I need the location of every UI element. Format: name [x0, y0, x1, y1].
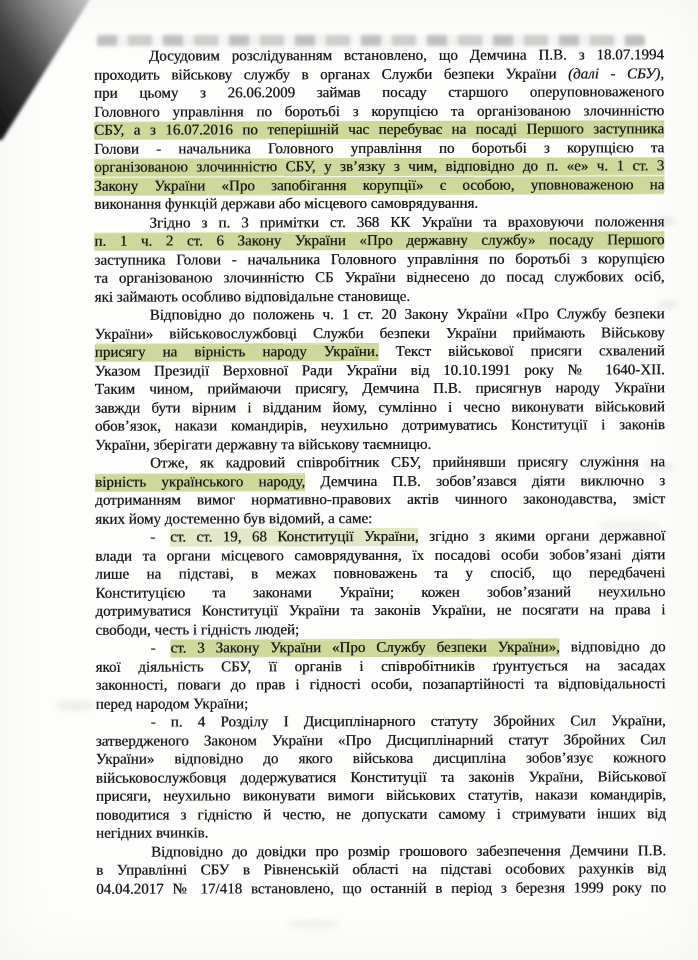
text-line [95, 564, 665, 584]
text-segment: Таким чином, приймаючи присягу, Демчина П.В. присягнув народу України [94, 380, 665, 398]
text-line [95, 546, 665, 566]
text-line [96, 879, 666, 899]
bleedthrough-smudge [97, 35, 645, 46]
text-line [96, 675, 666, 695]
text-segment: заступника Голови - начальника Головного управління по боротьбі з корупцією [94, 250, 665, 269]
text-line [96, 823, 666, 843]
text-line [94, 120, 664, 140]
text-line [95, 398, 665, 418]
text-segment: законності, поваги до прав і гідності особи, позапартійності та відповідальності [95, 676, 666, 694]
text-line [96, 842, 666, 862]
highlighted-text: ст. ст. 19, 68 Конституції України, [170, 528, 419, 546]
text-segment: присяги, неухильно виконувати вимоги військових статутів, накази командирів, [95, 787, 666, 805]
text-segment: влади та органи місцевого самоврядування, їх посадові особи зобов’язані діяти [95, 546, 666, 565]
text-segment: дотриманням вимог нормативно-правових актів чинного законодавства, зміст [95, 491, 666, 509]
text-line [95, 490, 665, 510]
text-segment: завжди бути вірним і відданим йому, сумлінно і чесно виконувати військовий [94, 398, 665, 417]
highlighted-text: ст. 3 Закону України «Про Службу безпеки України», [170, 639, 560, 657]
text-segment: , [660, 65, 664, 82]
highlighted-text: присягу на вірність народу України. [94, 344, 379, 361]
text-segment: Голови - начальника Головного управління по боротьбі з корупцією та [94, 139, 665, 158]
text-line [94, 268, 664, 288]
text-line [95, 287, 665, 307]
text-segment: України, зберігати державну та військову таємницю. [94, 436, 432, 454]
text-segment: Згідно з п. 3 примітки ст. 368 КК України та враховуючи положення [149, 213, 665, 232]
text-segment: при цьому з 26.06.2009 займав посаду старшого оперуповноваженого [93, 84, 665, 102]
text-line [95, 527, 665, 547]
text-segment: перед народом України; [95, 695, 249, 713]
text-segment: Демчина П.В. зобов’язався діяти виключно з [305, 472, 666, 490]
text-line [95, 638, 665, 658]
text-segment: згідно з якими органи державної [418, 528, 666, 545]
text-line [95, 416, 665, 436]
text-line [94, 250, 664, 270]
text-line [95, 324, 665, 344]
text-line [95, 435, 665, 455]
text-segment: виконання функцій держави або місцевого самоврядування. [94, 195, 479, 213]
scan-smudge [56, 700, 94, 711]
text-segment: Указом Президії Верховної Ради України від 10.10.1991 року № 1640-XII. [94, 361, 665, 380]
text-segment: Конституцією та законами України; кожен зобов’язаний неухильно [95, 583, 666, 602]
text-line [96, 860, 666, 880]
text-line [95, 342, 665, 362]
text-segment: Текст військової присяги схвалений [378, 343, 665, 361]
text-segment: лише на підставі, в межах повноважень та у спосіб, що передбачені [95, 565, 666, 583]
text-segment: яких йому достеменно був відомий, а саме: [95, 510, 373, 528]
text-segment: Відповідно до положень ч. 1 ст. 20 Закону України «Про Службу безпеки [149, 306, 665, 324]
text-segment: якої діяльність СБУ, її органів і співробітників ґрунтується на засадах [95, 657, 666, 676]
text-line [94, 176, 664, 196]
text-line [96, 768, 666, 788]
text-segment: дотримуватися Конституції України та законів України, не посягати на права і [95, 602, 666, 620]
text-segment: відповідно до [559, 639, 666, 656]
highlighted-text: організованою злочинністю СБУ, у зв’язку з чим, відповідно до п. «е» ч. 1 ст. 3 [94, 158, 665, 176]
text-line [94, 65, 664, 85]
text-line [95, 453, 665, 473]
text-line [95, 583, 665, 603]
text-line [94, 139, 664, 159]
text-segment: обов’язок, накази командирів, неухильно дотримуватись Конституції і законів [94, 417, 665, 435]
text-line [95, 620, 665, 640]
text-segment: України» відповідно до якого військова дисципліна зобов’язує кожного [95, 750, 666, 768]
text-segment: Головного управління по боротьбі з корупцією та організованою злочинністю [94, 102, 665, 121]
text-segment: - [150, 640, 171, 657]
text-line [95, 379, 665, 399]
text-segment: Відповідно до довідки про розмір грошового забезпечення Демчини П.В. [150, 842, 667, 861]
text-segment: негідних вчинків. [95, 825, 209, 842]
text-line [94, 194, 664, 214]
text-line [96, 694, 666, 714]
highlighted-text: вірність українського народу, [95, 473, 306, 491]
text-segment: та організованою злочинністю СБ України віднесено до посад службових осіб, [94, 269, 665, 287]
text-line [96, 749, 666, 769]
text-line [94, 102, 664, 122]
text-segment: - [150, 529, 171, 546]
text-segment: поводитися з гідністю й честю, не допускати самому і стримувати інших від [95, 805, 666, 824]
text-segment: які займають особливо відповідальне становище. [94, 288, 411, 306]
text-segment: Отже, як кадровий співробітник СБУ, прийнявши присягу служіння на [149, 454, 665, 472]
text-line [95, 305, 665, 325]
document-text [94, 46, 666, 898]
text-line [95, 509, 665, 529]
text-line [94, 83, 664, 103]
text-line [96, 731, 666, 751]
highlighted-text: п. 1 ч. 2 ст. 6 Закону України «Про державну службу» посаду Першого [94, 232, 665, 250]
text-line [96, 786, 666, 806]
text-line [94, 231, 664, 251]
text-line [95, 601, 665, 621]
text-segment: України» військовослужбовці Служби безпеки України приймають Військову [94, 324, 665, 343]
text-segment: затвердженого Законом України «Про Дисциплінарний статут Збройних Сил [95, 731, 666, 750]
highlighted-text: Закону України «Про запобігання корупції» є особою, уповноваженою на [94, 176, 665, 195]
text-segment: 04.04.2017 № 17/418 встановлено, що останній в період з березня 1999 року по [96, 879, 667, 898]
text-segment: військовослужбовця додержуватися Конституції та законів України, Військової [95, 768, 666, 787]
text-segment: п. 4 Розділу І Дисциплінарного статуту Збройних Сил України, [170, 713, 666, 731]
text-line [94, 213, 664, 233]
scan-smudge [288, 920, 340, 929]
text-line [96, 712, 666, 732]
text-segment: проходить військову службу в органах Служби безпеки України [93, 66, 568, 84]
text-segment: свободи, честь і гідність людей; [95, 621, 300, 639]
text-segment: в Управлінні СБУ в Рівненській області на підставі особових рахунків від [96, 861, 667, 879]
text-segment: (далі - СБУ) [567, 65, 661, 83]
highlighted-text: СБУ, а з 16.07.2016 по теперішній час перебуває на посаді Першого заступника [94, 121, 665, 139]
text-line [96, 805, 666, 825]
text-segment: - [150, 714, 171, 731]
text-line [95, 472, 665, 492]
text-line [95, 657, 665, 677]
text-segment: Досудовим розслідуванням встановлено, що Демчина П.В. з 18.07.1994 [148, 47, 664, 65]
text-line [94, 46, 664, 66]
text-line [94, 157, 664, 177]
text-line [95, 361, 665, 381]
